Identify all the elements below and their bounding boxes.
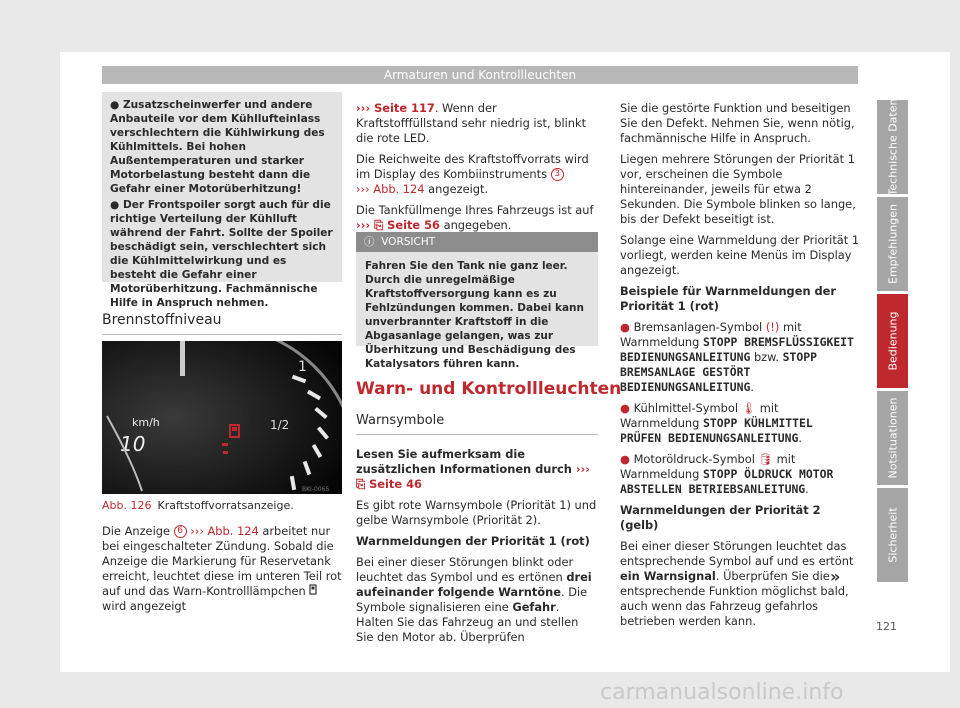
- heading-examples: Beispiele für Warnmeldungen der Priorität 1 (rot): [620, 284, 837, 313]
- fuel-lamp-icon: [309, 584, 319, 599]
- oil-pressure-icon: 🛢: [758, 452, 774, 466]
- section-title-warnlights: Warn- und Kontrollleuchten: [356, 379, 622, 399]
- ref-marker-3: 3: [551, 168, 564, 181]
- tab-label-3: Notsituationen: [886, 397, 899, 479]
- tab-sicherheit[interactable]: [877, 488, 908, 582]
- book-icon-2: ⎘: [356, 477, 366, 491]
- warning-bullet-1-text: Zusatzscheinwerfer und andere Anbauteile vor dem Kühllufteinlass verschlechtern die Kühlwirkung des Kühlmittels. Bei hohen Außentemperaturen und starker Motorbelastung besteht dann die Gefahr einer Motorüberhitzung!: [110, 99, 325, 195]
- tab-empfehlungen[interactable]: [877, 197, 908, 291]
- gauge-half-label: 1/2: [270, 418, 290, 432]
- figure-code: BKI-0065: [302, 486, 330, 493]
- col3-p4b: ein Warnsignal: [620, 569, 716, 583]
- ex3-msg: STOPP ÖLDRUCK MOTOR ABSTELLEN BETRIEBSANLEITUNG: [620, 467, 834, 496]
- figure-label: Abb. 126: [102, 499, 152, 512]
- book-icon: ⎘: [374, 218, 384, 232]
- column-1-text: [102, 524, 342, 620]
- tab-label-4: Sicherheit: [886, 507, 899, 563]
- heading-priority2: Warnmeldungen der Priorität 2 (gelb): [620, 503, 821, 532]
- column-2-bottom: [356, 447, 598, 651]
- col2-p5c: . Die Symbole signalisieren eine: [356, 585, 588, 614]
- caution-box: [356, 232, 598, 370]
- caution-text: Fahren Sie den Tank nie ganz leer. Durch die unregelmäßige Kraftstoffversorgung kann es zu Fehlzündungen kommen. Dabei kann unverbrannter Kraftstoff in die Abgasanlage gelangen, was zur Überhitzung und Beschädigung des Katalysators führen kann.: [356, 252, 598, 346]
- warning-bullet-2: ● Der Frontspoiler sorgt auch für die richtige Verteilung der Kühlluft während der Fahrt. Sollte der Spoiler beschädigt sein, verschlechtert sich die Kühlmittelwirkung und es besteht die Gefahr einer Motorüberhitzung. Fachmännische Hilfe in Anspruch nehmen.: [110, 199, 333, 309]
- link-seite56-label: Seite 56: [387, 218, 440, 232]
- tab-label-2: Bedienung: [886, 311, 899, 371]
- speed-unit: km/h: [132, 416, 160, 429]
- col3-p4a: Bei einer dieser Störungen leuchtet das entsprechende Symbol auf und es ertönt: [620, 539, 854, 568]
- subsection-title: Warnsymbole: [356, 413, 445, 428]
- ex1-or: bzw.: [753, 350, 780, 364]
- col2-p5d: Gefahr: [512, 600, 556, 614]
- link-abb124-label: Abb. 124: [207, 524, 259, 538]
- link-seite46-label: Seite 46: [369, 477, 422, 491]
- ex2-label: Kühlmittel-Symbol: [633, 401, 738, 415]
- tab-label-1: Empfehlungen: [886, 204, 899, 284]
- link-seite46[interactable]: ››› ⎘ Seite 46: [356, 462, 590, 491]
- link-abb124[interactable]: ››› Abb. 124: [190, 524, 259, 538]
- link-seite56[interactable]: ››› ⎘ Seite 56: [356, 218, 440, 232]
- col2-p5a: Bei einer dieser Störungen blinkt oder leuchtet das Symbol und es ertönen: [356, 555, 574, 584]
- ex1-msg2: STOPP BREMSANLAGE GESTÖRT BEDIENUNGSANLEITUNG: [620, 350, 817, 394]
- col2-p3b: angegeben.: [443, 218, 512, 232]
- tab-bedienung[interactable]: [877, 294, 908, 388]
- divider-2: [356, 434, 598, 435]
- col2-p2a: Die Reichweite des Kraftstoffvorrats wird im Display des Kombiinstruments: [356, 152, 589, 181]
- ex3-label: Motoröldruck-Symbol: [633, 452, 755, 466]
- column-3: Sie die gestörte Funktion und beseitigen Sie den Defekt. Nehmen Sie, wenn nötig, fachmännische Hilfe in Anspruch. Liegen mehrere Störungen der Priorität 1 vor, erscheinen die Symbole hintereinander, jeweils für etwa 2 Sekunden. Die Symbole blinken so lange, bis der Defekt beseitigt ist. Solange eine Warnmeldung der Priorität 1 vorliegt, werden keine Menüs im Display angezeigt. Beispiele für Warnmeldungen der Priorität 1 (rot) ● Bremsanlagen-Symbol (!) mit Warnmeldung STOPP BREMSFLÜSSIGKEIT BEDIENUNGSANLEITUNG bzw. STOPP BREMSANLAGE GESTÖRT BEDIENUNGSANLEITUNG. ● Kühlmittel-Symbol 🌡 mit Warnmeldung STOPP KÜHLMITTEL PRÜFEN BEDIENUNGSANLEITUNG. ● Motoröldruck-Symbol 🛢 mit Warnmeldung STOPP ÖLDRUCK MOTOR ABSTELLEN BETRIEBSANLEITUNG. Warnmeldungen der Priorität 2 (gelb) Bei einer dieser Störungen leuchtet das entsprechende Symbol auf und es ertönt ein Warnsignal. Überprüfen Sie die entsprechende Funktion möglichst bald, auch wenn das Fahrzeug gefahrlos betrieben werden kann.: [620, 101, 860, 628]
- link-seite117-label: Seite 117: [374, 101, 435, 115]
- tab-label-0: Technische Daten: [886, 98, 899, 196]
- ex2-b: mit Warnmeldung: [620, 401, 779, 430]
- fuel-gauge-figure: [102, 341, 342, 494]
- column-2-top: [356, 101, 598, 239]
- ex1-label: Bremsanlagen-Symbol: [633, 320, 763, 334]
- intro-text: Lesen Sie aufmerksam die zusätzlichen Informationen durch: [356, 447, 572, 476]
- col2-p1: . Wenn der Kraftstofffüllstand sehr niedrig ist, blinkt die rote LED.: [356, 101, 587, 145]
- col3-p1: Sie die gestörte Funktion und beseitigen Sie den Defekt. Nehmen Sie, wenn nötig, fachmännische Hilfe in Anspruch.: [620, 101, 855, 145]
- col2-p2b: angezeigt.: [428, 182, 489, 196]
- ex1-msg1: STOPP BREMSFLÜSSIGKEIT BEDIENUNGSANLEITUNG: [620, 335, 854, 364]
- caution-header: [356, 232, 598, 252]
- col1-text-a: Die Anzeige: [102, 524, 170, 538]
- col3-p4c: . Überprüfen Sie die entsprechende Funktion möglichst bald, auch wenn das Fahrzeug gefahrlos betrieben werden kann.: [620, 569, 849, 628]
- brake-icon: (!): [765, 320, 780, 334]
- ex3-b: mit Warnmeldung: [620, 452, 796, 481]
- figure-caption: [102, 499, 342, 512]
- col3-p3: Solange eine Warnmeldung der Priorität 1 vorliegt, werden keine Menüs im Display angezeigt.: [620, 233, 860, 277]
- divider: [102, 334, 342, 335]
- ex2-msg: STOPP KÜHLMITTEL PRÜFEN BEDIENUNGSANLEITUNG: [620, 416, 813, 445]
- link-abb124-2[interactable]: ››› Abb. 124: [356, 182, 425, 196]
- tab-notsituationen[interactable]: [877, 391, 908, 485]
- gauge-full-label: 1: [298, 359, 307, 375]
- col1-text-b: arbeitet nur bei eingeschalteter Zündung. Sobald die Anzeige die Markierung für Reservetank erreicht, leuchtet diese im unteren Teil rot auf und das Warn-Kontrolllämpchen: [102, 524, 342, 598]
- col2-p4: Es gibt rote Warnsymbole (Priorität 1) und gelbe Warnsymbole (Priorität 2).: [356, 498, 597, 527]
- warning-bullet-2-text: Der Frontspoiler sorgt auch für die richtige Verteilung der Kühlluft während der Fahrt. Sollte der Spoiler beschädigt sein, verschlechtert sich die Kühlmittelwirkung und es besteht die Gefahr einer Motorüberhitzung. Fachmännische Hilfe in Anspruch nehmen.: [110, 199, 333, 309]
- coolant-icon: 🌡: [741, 401, 757, 415]
- watermark: carmanualsonline.info: [600, 680, 844, 705]
- link-seite117[interactable]: ››› Seite 117: [356, 101, 435, 115]
- heading-priority1: Warnmeldungen der Priorität 1 (rot): [356, 534, 590, 548]
- page-header: Armaturen und Kontrollleuchten: [102, 66, 858, 84]
- speed-value: 10: [120, 432, 146, 456]
- continue-marker: »: [830, 567, 841, 586]
- col2-p5b: drei aufeinander folgende Warntöne: [356, 570, 592, 599]
- ref-marker-6: 6: [174, 525, 187, 538]
- figure-caption-text: Kraftstoffvorratsanzeige.: [157, 499, 294, 512]
- gauge-graphic: [102, 341, 342, 494]
- ex1-b: mit Warnmeldung: [620, 320, 802, 349]
- warning-bullet-1: ● Zusatzscheinwerfer und andere Anbauteile vor dem Kühllufteinlass verschlechtern die Kühlwirkung des Kühlmittels. Bei hohen Außentemperaturen und starker Motorbelastung besteht dann die Gefahr einer Motorüberhitzung!: [110, 99, 325, 195]
- page-number: 121: [876, 620, 897, 633]
- section-title-fuel: Brennstoffniveau: [102, 312, 222, 328]
- caution-icon: ⓘ: [364, 236, 375, 248]
- col2-p5e: . Halten Sie das Fahrzeug an und stellen Sie den Motor ab. Überprüfen: [356, 600, 579, 644]
- col2-p3a: Die Tankfüllmenge Ihres Fahrzeugs ist auf: [356, 203, 594, 217]
- tab-technische-daten[interactable]: [877, 100, 908, 194]
- warning-box: [102, 92, 342, 309]
- link-abb124-2-label: Abb. 124: [373, 182, 425, 196]
- col3-p2: Liegen mehrere Störungen der Priorität 1 vor, erscheinen die Symbole hintereinander, jeweils für etwa 2 Sekunden. Die Symbole blinken so lange, bis der Defekt beseitigt ist.: [620, 152, 856, 226]
- caution-title: VORSICHT: [381, 236, 436, 248]
- col1-text-c: wird angezeigt: [102, 599, 187, 613]
